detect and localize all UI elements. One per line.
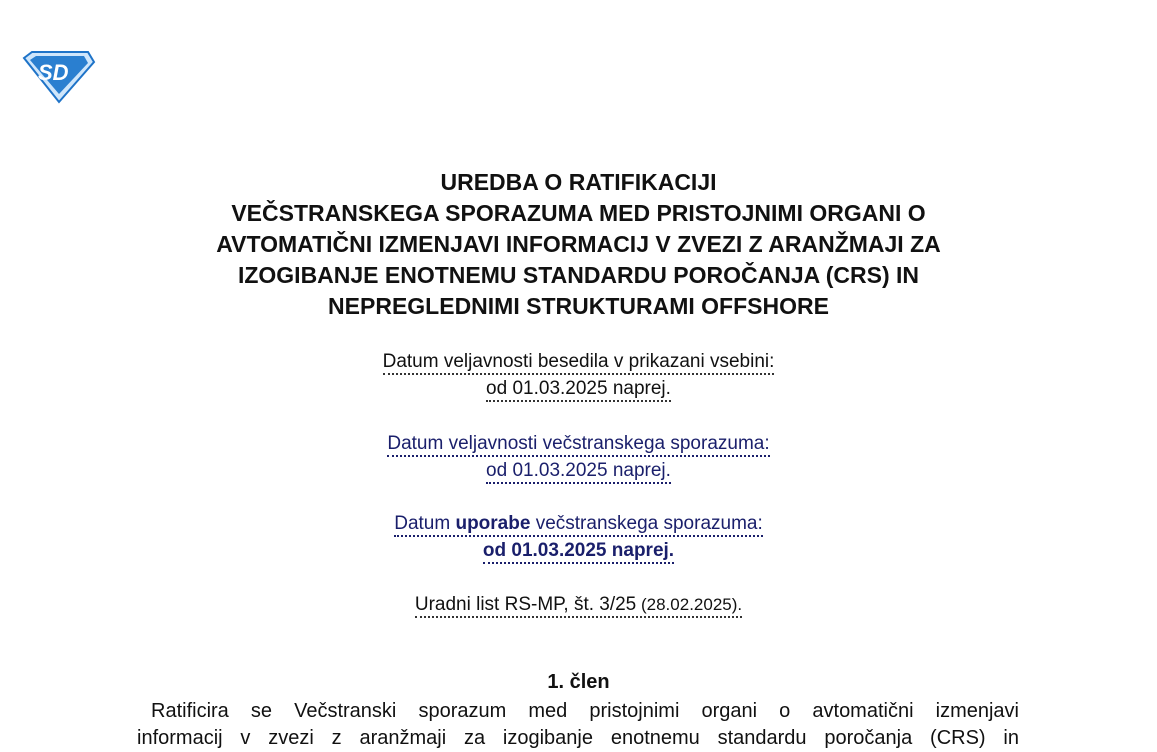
title-line-4: IZOGIBANJE ENOTNEMU STANDARDU POROČANJA (CRS) IN — [237, 262, 920, 288]
text-validity-label[interactable]: Datum veljavnosti besedila v prikazani vsebini: — [383, 351, 775, 375]
title-line-1: UREDBA O RATIFIKACIJI — [440, 169, 717, 195]
gazette-link[interactable] — [415, 594, 742, 618]
title-line-3: AVTOMATIČNI IZMENJAVI INFORMACIJ V ZVEZI Z ARANŽMAJI ZA — [216, 231, 941, 257]
sd-shield-logo — [22, 48, 96, 104]
agreement-application-block — [0, 510, 1157, 564]
application-label-suffix: večstranskega sporazuma: — [530, 513, 763, 534]
agreement-application-label[interactable] — [394, 513, 763, 537]
agreement-application-date[interactable]: od 01.03.2025 naprej. — [483, 540, 674, 564]
agreement-validity-label[interactable]: Datum veljavnosti večstranskega sporazuma: — [387, 433, 769, 457]
logo-icon — [22, 48, 96, 104]
text-validity-date[interactable]: od 01.03.2025 naprej. — [486, 378, 671, 402]
article-text-line-2: informacij v zvezi z aranžmaji za izogibanje enotnemu standardu poročanja (CRS) in — [137, 727, 1019, 749]
gazette-date: (28.02.2025). — [636, 595, 743, 614]
article-text — [137, 698, 1019, 752]
application-label-bold: uporabe — [455, 513, 531, 534]
gazette-reference — [0, 591, 1157, 618]
title-line-2: VEČSTRANSKEGA SPORAZUMA MED PRISTOJNIMI ORGANI O — [231, 200, 926, 226]
document-title — [0, 167, 1157, 322]
article-text-line-1: Ratificira se Večstranski sporazum med pristojnimi organi o avtomatični izmenjavi — [151, 700, 1019, 722]
agreement-validity-date[interactable]: od 01.03.2025 naprej. — [486, 460, 671, 484]
text-validity-block — [0, 348, 1157, 402]
svg-text:SD: SD — [38, 60, 69, 85]
gazette-main: Uradni list RS-MP, št. 3/25 — [414, 594, 637, 615]
article-heading: 1. člen — [547, 671, 610, 693]
agreement-validity-block — [0, 430, 1157, 484]
title-line-5: NEPREGLEDNIMI STRUKTURAMI OFFSHORE — [328, 293, 829, 319]
application-label-prefix: Datum — [394, 513, 456, 534]
